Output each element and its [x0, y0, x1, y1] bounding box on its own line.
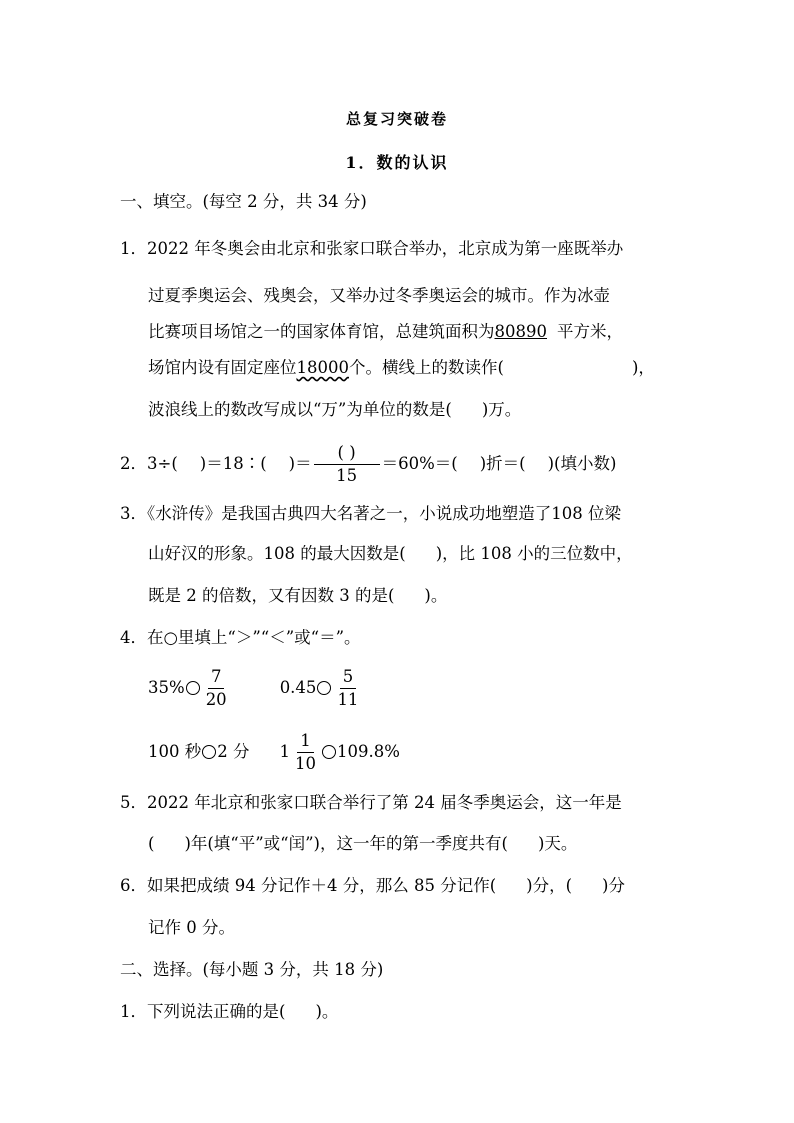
- q2-part-c: )＝: [288, 454, 312, 473]
- q1-line4: [148, 356, 655, 380]
- q2-fraction: [314, 442, 380, 487]
- q3-line2-text: 山好汉的形象。108 的最大因数是(: [148, 544, 406, 563]
- q2-part-f: )(填小数): [547, 454, 617, 473]
- q6-line1: [120, 874, 625, 898]
- q6-line2: 记作 0 分。: [148, 918, 235, 937]
- q1-line3-unit: 平方米，: [557, 322, 623, 341]
- q2-part-d: ＝60%＝(: [381, 454, 458, 473]
- q3-line3-text: 既是 2 的倍数，又有因数 3 的是(: [148, 586, 395, 605]
- compare-circle-icon[interactable]: [322, 745, 336, 759]
- section-title: 1．数的认识: [345, 153, 449, 172]
- q1-line2: 过夏季奥运会、残奥会，又举办过冬季奥运会的城市。作为冰壶: [148, 286, 610, 305]
- q4-b-denominator: 11: [337, 689, 359, 709]
- q3-line3: [148, 584, 447, 608]
- q1-line5-text: 波浪线上的数改写成以“万”为单位的数是(: [148, 400, 452, 419]
- q2-fraction-denominator: 15: [336, 465, 358, 485]
- q1-line3: [148, 320, 623, 344]
- q6-line1-mid: )分，(: [526, 876, 573, 895]
- q5-line2-open: (: [148, 834, 155, 853]
- compare-circle-icon[interactable]: [186, 681, 200, 695]
- q4-a-left: 35%: [148, 678, 185, 697]
- q1-line5: [148, 398, 521, 422]
- q4-d-right: 109.8%: [337, 742, 400, 761]
- q2-fraction-numerator[interactable]: ( ): [314, 442, 380, 465]
- q4-a-denominator: 20: [205, 689, 227, 709]
- q4-b-left: 0.45: [279, 678, 317, 697]
- q4-row1: [148, 664, 363, 712]
- section1-heading: 一、填空。(每空 2 分，共 34 分): [120, 192, 367, 211]
- q6-line1-text: 6．如果把成绩 94 分记作＋4 分，那么 85 分记作(: [120, 876, 497, 895]
- q3-line2-end: )，比 108 小的三位数中，: [435, 544, 633, 563]
- q2-line: [120, 441, 616, 487]
- q5-line2-end: )天。: [537, 834, 578, 853]
- q2-part-b: )＝18∶(: [199, 454, 267, 473]
- q1-line4-text: 场馆内设有固定座位: [148, 358, 297, 377]
- section2-heading: 二、选择。(每小题 3 分，共 18 分): [120, 960, 384, 979]
- q5-line2: [148, 832, 577, 856]
- q4-c-right: 2 分: [217, 742, 250, 761]
- q4-a-fraction: [203, 666, 230, 711]
- section2-q1-end: )。: [315, 1002, 339, 1021]
- q4-d-denominator: 10: [295, 753, 316, 773]
- section2-q1: [120, 1000, 338, 1024]
- q4-c-left: 100 秒: [148, 742, 202, 761]
- q4-a-numerator: 7: [208, 666, 225, 689]
- q4-heading: 4．在○里填上“＞”“＜”或“＝”。: [120, 628, 361, 647]
- q1-line4-mid: 个。横线上的数读作(: [349, 358, 504, 377]
- q6-line1-end: )分: [602, 876, 625, 895]
- q5-line2-mid: )年(填“平”或“闰”)，这一年的第一季度共有(: [184, 834, 508, 853]
- q1-underlined-number: 80890: [494, 322, 547, 341]
- exam-title: 总复习突破卷: [345, 110, 448, 128]
- q1-line5-end: )万。: [481, 400, 522, 419]
- q4-d-mixed-number: [280, 730, 322, 775]
- q1-line1: 1．2022 年冬奥会由北京和张家口联合举办，北京成为第一座既举办: [120, 239, 624, 258]
- q5-line1: 5．2022 年北京和张家口联合举行了第 24 届冬季奥运会，这一年是: [120, 793, 622, 812]
- q3-line2: [148, 542, 633, 566]
- q4-d-fraction: [292, 730, 319, 775]
- section2-q1-text: 1．下列说法正确的是(: [120, 1002, 286, 1021]
- q4-d-whole: 1: [279, 742, 290, 761]
- q4-row2: [148, 728, 400, 776]
- q1-line4-end: )，: [631, 358, 655, 377]
- q1-line3-text: 比赛项目场馆之一的国家体育馆，总建筑面积为: [148, 322, 495, 341]
- q2-part-e: )折＝(: [479, 454, 526, 473]
- q3-line1: 3．《水浒传》是我国古典四大名著之一，小说成功地塑造了108 位梁: [120, 504, 621, 523]
- q2-part-a: 2．3÷(: [120, 454, 178, 473]
- q4-b-numerator: 5: [340, 666, 357, 689]
- q1-wavy-number: 18000: [296, 358, 349, 377]
- q4-d-numerator: 1: [297, 730, 314, 753]
- q4-b-fraction: [334, 666, 361, 711]
- q3-line3-end: )。: [424, 586, 448, 605]
- compare-circle-icon[interactable]: [317, 681, 331, 695]
- compare-circle-icon[interactable]: [202, 745, 216, 759]
